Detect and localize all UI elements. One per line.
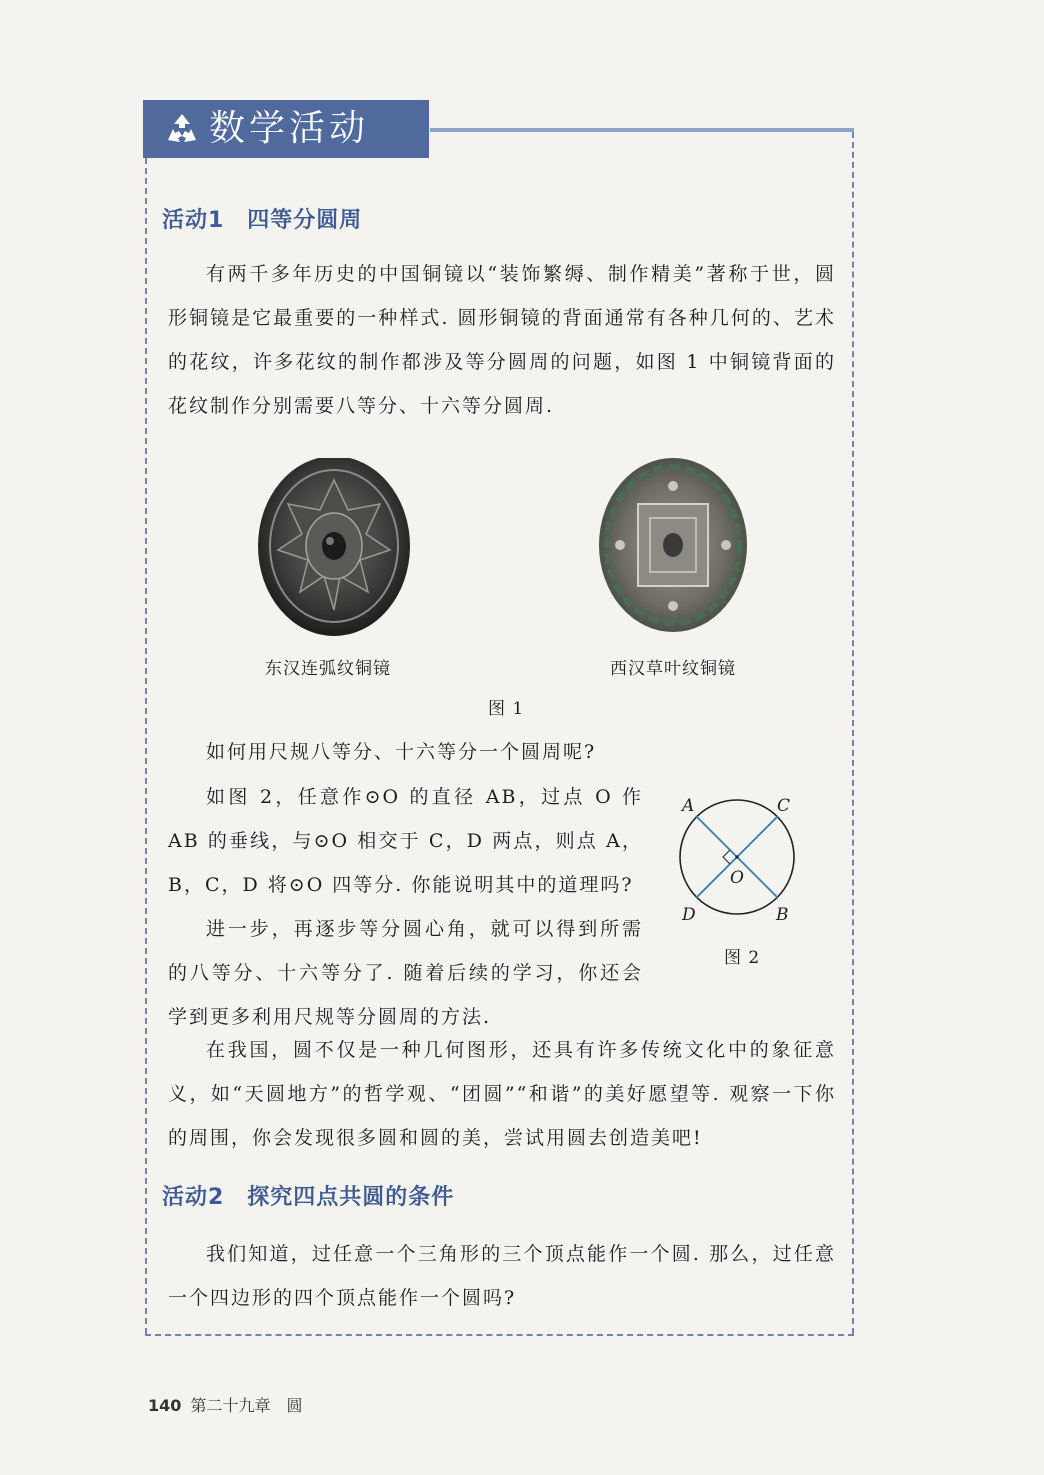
activity1-intro: [168, 252, 836, 428]
recycle-arrows-icon: [165, 112, 199, 146]
frame-border-bottom: [145, 1334, 854, 1336]
point-B-label: B: [776, 905, 790, 925]
page-footer: [148, 1393, 303, 1416]
activity2-heading: 活动2 探究四点共圆的条件: [162, 1185, 455, 1210]
point-C-label: C: [777, 796, 792, 816]
western-han-mirror-image: [598, 456, 748, 634]
frame-border-left: [145, 158, 147, 1334]
page-title: 数学活动: [209, 108, 370, 149]
activity2-body: [168, 1232, 836, 1320]
activity2-paragraph: 我们知道，过任意一个三角形的三个顶点能作一个圆. 那么，过任意一个四边形的四个顶点能作一个圆吗?: [168, 1243, 836, 1309]
eastern-han-mirror-image: [256, 458, 412, 640]
banner-strip: [430, 128, 854, 132]
activity1-explanation: 如图 2，任意作⊙O 的直径 AB，过点 O 作 AB 的垂线，与⊙O 相交于 C，D 两点，则点 A，B，C，D 将⊙O 四等分. 你能说明其中的道理吗?: [168, 786, 643, 896]
activity1-question-block: [168, 730, 648, 774]
section-banner: [143, 100, 429, 158]
activity1-further: 进一步，再逐步等分圆心角，就可以得到所需的八等分、十六等分了. 随着后续的学习，你还会学到更多利用尺规等分圆周的方法.: [168, 918, 643, 1028]
point-A-label: A: [682, 796, 696, 816]
frame-border-right: [852, 132, 854, 1334]
activity1-culture-block: [168, 1028, 836, 1160]
activity1-heading: 活动1 四等分圆周: [162, 208, 363, 233]
activity1-explanation-block: [168, 775, 643, 1039]
chapter-title: 第二十九章 圆: [190, 1396, 303, 1415]
point-D-label: D: [682, 905, 697, 925]
activity1-question: 如何用尺规八等分、十六等分一个圆周呢?: [206, 741, 597, 763]
activity1-culture: 在我国，圆不仅是一种几何图形，还具有许多传统文化中的象征意义，如“天圆地方”的哲学观、“团圆”“和谐”的美好愿望等. 观察一下你的周围，你会发现很多圆和圆的美，尝试用圆去创造美吧!: [168, 1039, 836, 1149]
page-number: 140: [148, 1396, 182, 1415]
point-O-label: O: [730, 868, 745, 888]
figure2-label: 图 2: [724, 948, 761, 968]
mirror-right-caption: 西汉草叶纹铜镜: [610, 659, 736, 679]
mirror-left-caption: 东汉连弧纹铜镜: [265, 659, 391, 679]
figure1-label: 图 1: [488, 699, 525, 719]
activity1-paragraph: 有两千多年历史的中国铜镜以“装饰繁缛、制作精美”著称于世，圆形铜镜是它最重要的一种样式. 圆形铜镜的背面通常有各种几何的、艺术的花纹，许多花纹的制作都涉及等分圆周的问题，如图 1 中铜镜背面的花纹制作分别需要八等分、十六等分圆周.: [168, 263, 836, 417]
